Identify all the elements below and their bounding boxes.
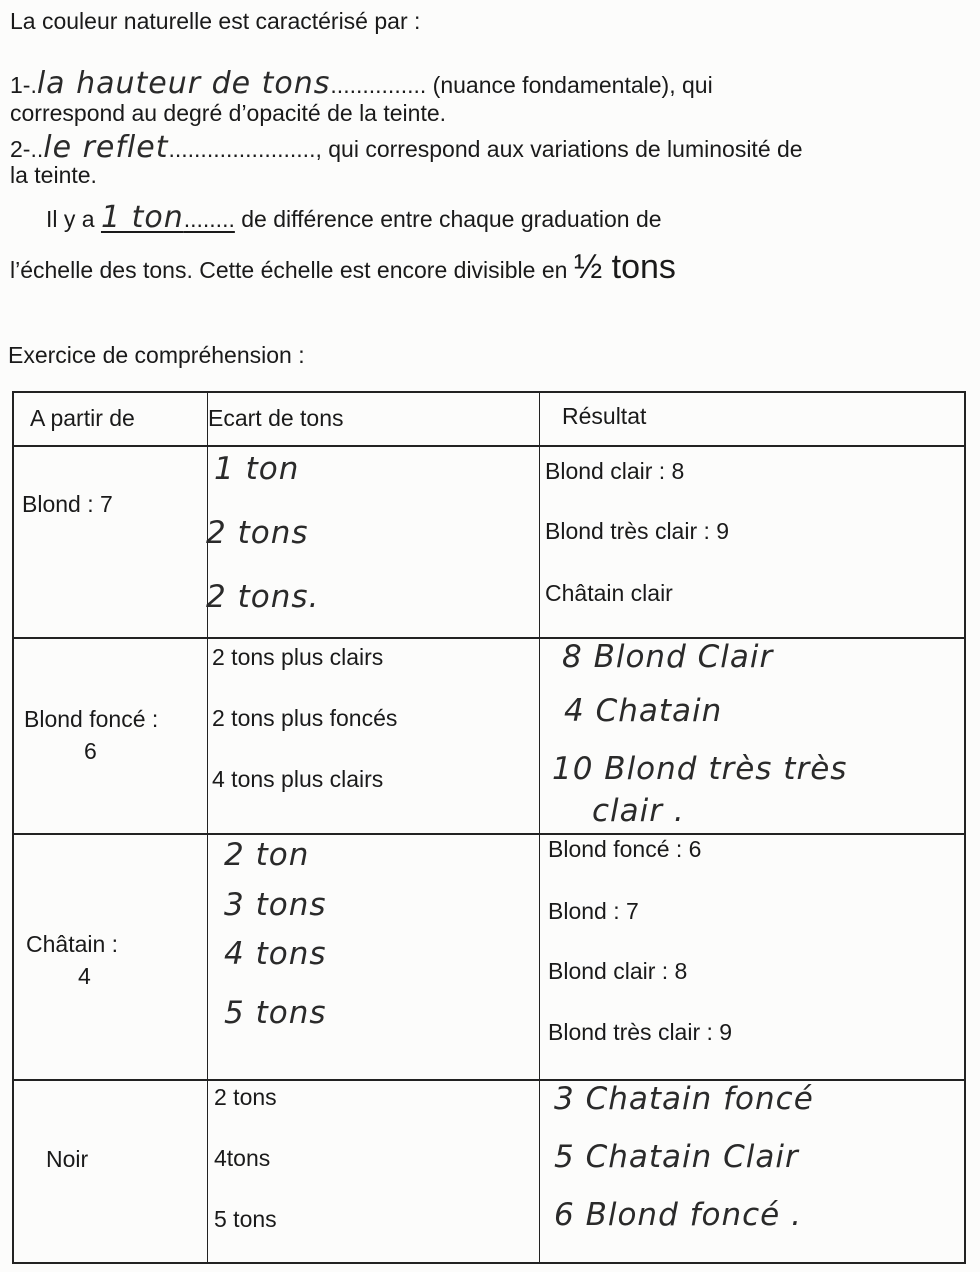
sentence-line bbox=[46, 200, 662, 235]
row4-start: Noir bbox=[46, 1146, 89, 1172]
row2-result-1: 8 Blond Clair bbox=[562, 639, 774, 675]
row4-result-3: 6 Blond foncé . bbox=[554, 1197, 802, 1233]
row4-ecart-2: 4tons bbox=[214, 1145, 271, 1171]
item2-line bbox=[10, 130, 803, 165]
exercise-title: Exercice de compréhension : bbox=[8, 342, 305, 368]
item1-line bbox=[10, 66, 713, 101]
row2-start-1: Blond foncé : bbox=[24, 706, 159, 732]
row1-ecart-1: 1 ton bbox=[214, 451, 300, 487]
row3-ecart-1: 2 ton bbox=[224, 837, 310, 873]
row1-result-1: Blond clair : 8 bbox=[545, 458, 685, 484]
row3-ecart-2: 3 tons bbox=[224, 887, 327, 923]
row4-ecart-1: 2 tons bbox=[214, 1084, 277, 1110]
row3-result-3: Blond clair : 8 bbox=[548, 958, 688, 984]
item2-prefix: 2-.. bbox=[10, 136, 44, 162]
sentence-answer: 1 ton bbox=[100, 200, 184, 235]
item2-answer: le reflet bbox=[43, 130, 169, 165]
exercise-table bbox=[12, 391, 966, 1264]
header-ecart: Ecart de tons bbox=[208, 405, 344, 431]
row3-start-2: 4 bbox=[78, 963, 91, 989]
row4-result-2: 5 Chatain Clair bbox=[554, 1139, 799, 1175]
row1-start: Blond : 7 bbox=[22, 491, 113, 517]
row1-ecart-3: 2 tons. bbox=[206, 579, 320, 615]
item1-answer: la hauteur de tons bbox=[36, 66, 331, 101]
item2-line2: la teinte. bbox=[10, 162, 97, 188]
row3-result-2: Blond : 7 bbox=[548, 898, 639, 924]
row2-start-2: 6 bbox=[84, 738, 97, 764]
item2-suffix: , qui correspond aux variations de luminosité de bbox=[315, 136, 803, 162]
row1-result-2: Blond très clair : 9 bbox=[545, 518, 730, 544]
row1-ecart-2: 2 tons bbox=[206, 515, 309, 551]
row2-result-2: 4 Chatain bbox=[564, 693, 723, 729]
intro-line: La couleur naturelle est caractérisé par : bbox=[10, 8, 421, 34]
sentence-line2 bbox=[10, 248, 676, 287]
row2-ecart-3: 4 tons plus clairs bbox=[212, 766, 384, 792]
row3-result-1: Blond foncé : 6 bbox=[548, 836, 702, 862]
sentence-line2-text: l’échelle des tons. Cette échelle est encore divisible en bbox=[10, 257, 568, 283]
row3-start-1: Châtain : bbox=[26, 931, 119, 957]
header-result: Résultat bbox=[562, 403, 647, 429]
row2-ecart-1: 2 tons plus clairs bbox=[212, 644, 384, 670]
row3-ecart-4: 5 tons bbox=[224, 995, 327, 1031]
header-start: A partir de bbox=[30, 405, 135, 431]
row3-result-4: Blond très clair : 9 bbox=[548, 1019, 733, 1045]
sentence-prefix: Il y a bbox=[46, 206, 95, 232]
half-tons: ½ tons bbox=[573, 248, 676, 286]
row3-ecart-3: 4 tons bbox=[224, 936, 327, 972]
sentence-dots: ........ bbox=[183, 206, 235, 232]
item1-suffix: (nuance fondamentale), qui bbox=[432, 72, 713, 98]
row4-ecart-3: 5 tons bbox=[214, 1206, 277, 1232]
row4-result-1: 3 Chatain foncé bbox=[554, 1081, 814, 1117]
item1-dots: ............... bbox=[330, 72, 427, 98]
item2-dots: ....................... bbox=[168, 136, 316, 162]
item1-line2: correspond au degré d’opacité de la teinte. bbox=[10, 100, 447, 126]
sentence-suffix: de différence entre chaque graduation de bbox=[241, 206, 662, 232]
row2-result-3: 10 Blond très très bbox=[552, 751, 848, 787]
row2-result-4: clair . bbox=[592, 793, 685, 829]
row2-ecart-2: 2 tons plus foncés bbox=[212, 705, 398, 731]
row1-result-3: Châtain clair bbox=[545, 580, 673, 606]
item1-prefix: 1-. bbox=[10, 72, 37, 98]
